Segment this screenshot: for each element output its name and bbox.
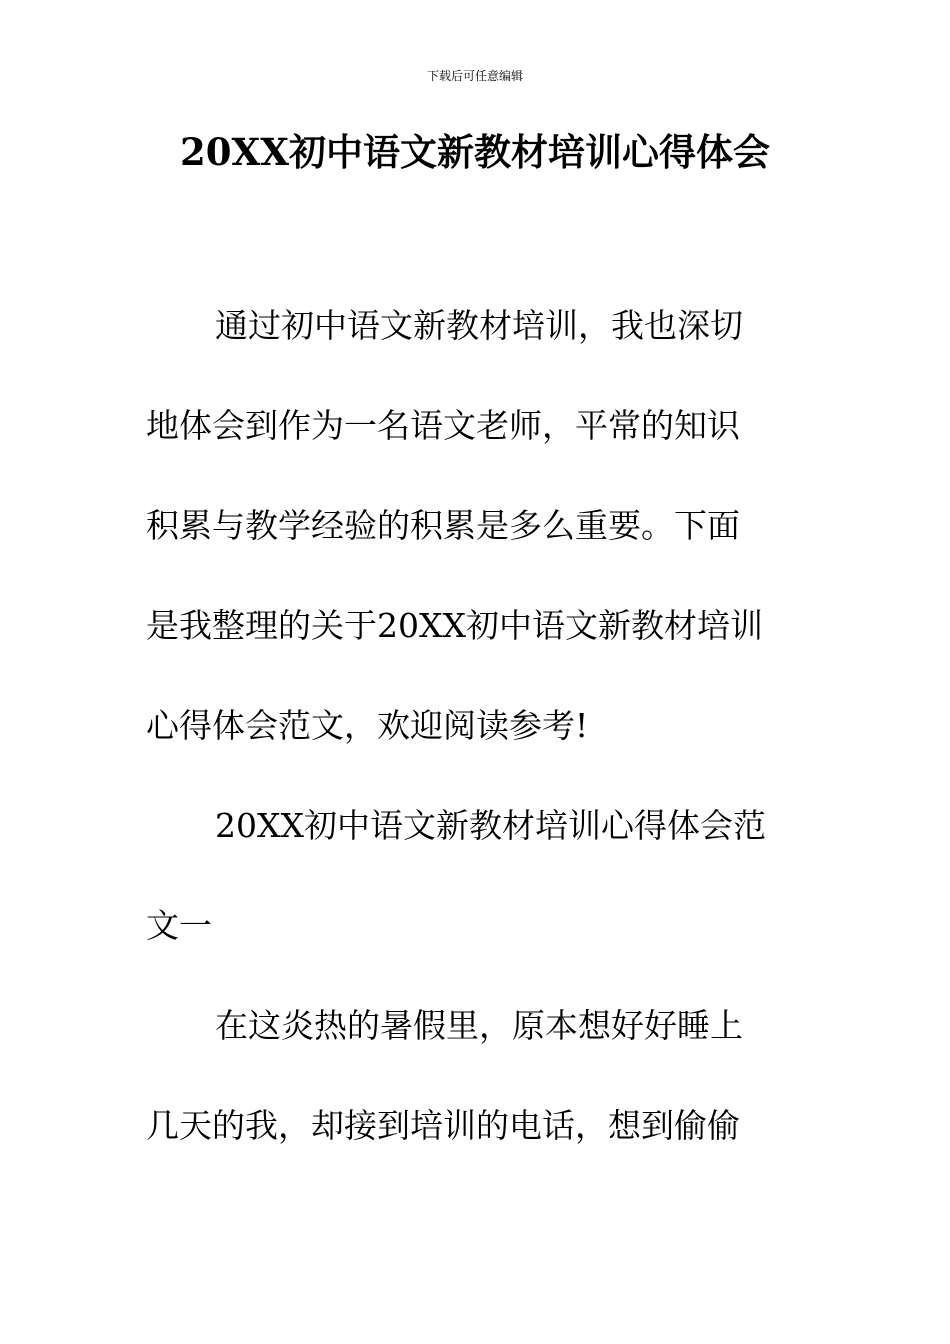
section-heading-line-1: 20XX初中语文新教材培训心得体会范 <box>215 806 766 845</box>
paragraph-1-line-1: 通过初中语文新教材培训，我也深切 <box>215 306 743 345</box>
paragraph-2-line-2: 几天的我，却接到培训的电话，想到偷偷 <box>146 1106 740 1145</box>
paragraph-1-line-2: 地体会到作为一名语文老师，平常的知识 <box>146 406 740 445</box>
section-heading-line-2: 文一 <box>146 906 212 945</box>
paragraph-1-line-4: 是我整理的关于20XX初中语文新教材培训 <box>146 606 763 645</box>
document-body <box>146 298 796 1198</box>
paragraph-2-line-1: 在这炎热的暑假里，原本想好好睡上 <box>215 1006 743 1045</box>
header-note: 下载后可任意编辑 <box>426 69 523 83</box>
paragraph-1-line-5: 心得体会范文，欢迎阅读参考! <box>146 706 589 745</box>
document-title: 20XX初中语文新教材培训心得体会 <box>180 130 770 174</box>
paragraph-1-line-3: 积累与教学经验的积累是多么重要。下面 <box>146 506 740 545</box>
